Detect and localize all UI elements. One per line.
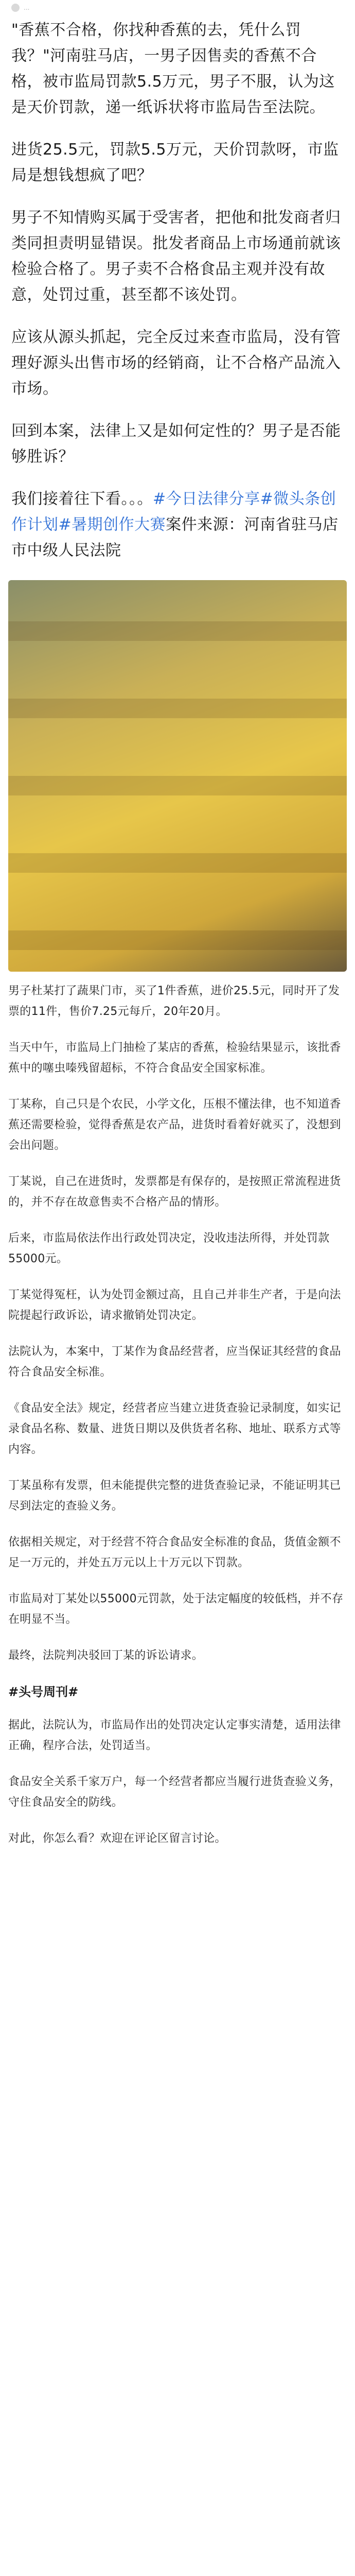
post-meta: ... [24,4,30,11]
post-header [0,0,355,15]
body-paragraph: 食品安全关系千家万户，每一个经营者都应当履行进货查验义务，守住食品安全的防线。 [8,1775,341,1809]
intro-text: 回到本案，法律上又是如何定性的？男子是否能够胜诉？ [11,422,341,466]
tags-line [11,486,344,564]
tag-link[interactable]: #今日法律分享 [153,490,260,508]
intro-paragraph-4 [0,325,355,402]
intro-paragraph-3 [0,205,355,308]
intro-text: "香蕉不合格，你找种香蕉的去，凭什么罚我？"河南驻马店，一男子因售卖的香蕉不合格，被市监局罚款5.5万元，男子不服，认为这是天价罚款，递一纸诉状将市监局告至法院。 [11,21,335,116]
tags-paragraph [0,486,355,564]
avatar[interactable] [11,4,20,12]
body-paragraph: 男子杜某打了蔬果门市，买了1件香蕉，进价25.5元，同时开了发票的11件，售价7.25元每斤，20年20月。 [8,985,340,1018]
intro-text: 进货25.5元，罚款5.5万元，天价罚款呀，市监局是想钱想疯了吧？ [11,141,339,184]
body-paragraph: 丁某觉得冤枉，认为处罚金额过高，且自己并非生产者，于是向法院提起行政诉讼，请求撤销处罚决定。 [8,1289,341,1322]
post-content [0,18,355,1865]
photo-stripe [8,776,347,795]
body-paragraph: 法院认为，本案中，丁某作为食品经营者，应当保证其经营的食品符合食品安全标准。 [8,1345,341,1379]
intro-paragraph-5 [0,418,355,470]
body-paragraph: 据此，法院认为，市监局作出的处罚决定认定事实清楚，适用法律正确，程序合法，处罚适当。 [8,1719,341,1752]
photo-stripe [8,930,347,950]
section-tag[interactable]: #头号周刊# [8,1685,79,1699]
body-paragraph: 当天中午，市监局上门抽检了某店的香蕉，检验结果显示，该批香蕉中的噻虫嗪残留超标，不符合食品安全国家标准。 [8,1041,341,1075]
body-paragraph: 依据相关规定，对于经营不符合食品安全标准的食品，货值金额不足一万元的，并处五万元以上十万元以下罚款。 [8,1536,341,1569]
intro-text: 应该从源头抓起，完全反过来查市监局，没有管理好源头出售市场的经销商，让不合格产品流入市场。 [11,328,341,398]
tag-link[interactable]: #暑期创作大赛 [58,516,166,534]
body-paragraph: 后来，市监局依法作出行政处罚决定，没收违法所得，并处罚款55000元。 [8,1232,330,1265]
banana-photo[interactable] [8,580,347,972]
body-paragraph: 市监局对丁某处以55000元罚款，处于法定幅度的较低档，并不存在明显不当。 [8,1592,344,1626]
intro-text: 男子不知情购买属于受害者，把他和批发商者归类同担责明显错误。批发者商品上市场通前就该检验合格了。男子卖不合格食品主观并没有故意，处罚过重，甚至都不该处罚。 [11,209,341,304]
tags-intro: 我们接着往下看。。。 [11,490,153,508]
body-paragraph: 最终，法院判决驳回丁某的诉讼请求。 [8,1649,204,1662]
body-paragraph: 《食品安全法》规定，经营者应当建立进货查验记录制度，如实记录食品名称、数量、进货日期以及供货者名称、地址、联系方式等内容。 [8,1402,341,1456]
photo-stripe [8,853,347,873]
body-paragraph: 对此，你怎么看？欢迎在评论区留言讨论。 [8,1832,226,1845]
photo-stripe [8,699,347,718]
tag-link[interactable]: #微头条创作计划 [11,490,336,534]
article-body [0,981,355,1849]
body-paragraph: 丁某虽称有发票，但未能提供完整的进货查验记录，不能证明其已尽到法定的查验义务。 [8,1479,341,1513]
photo-stripe [8,621,347,641]
body-paragraph: 丁某说，自己在进货时，发票都是有保存的，是按照正常流程进货的，并不存在故意售卖不合格产品的情形。 [8,1175,341,1209]
body-paragraph: 丁某称，自己只是个农民，小学文化，压根不懂法律，也不知道香蕉还需要检验，觉得香蕉是农产品，进货时看着好就买了，没想到会出问题。 [8,1098,341,1152]
case-source: 案件来源：河南省驻马店市中级人民法院 [11,516,339,560]
intro-paragraph-1 [0,18,355,121]
intro-paragraph-2 [0,137,355,189]
